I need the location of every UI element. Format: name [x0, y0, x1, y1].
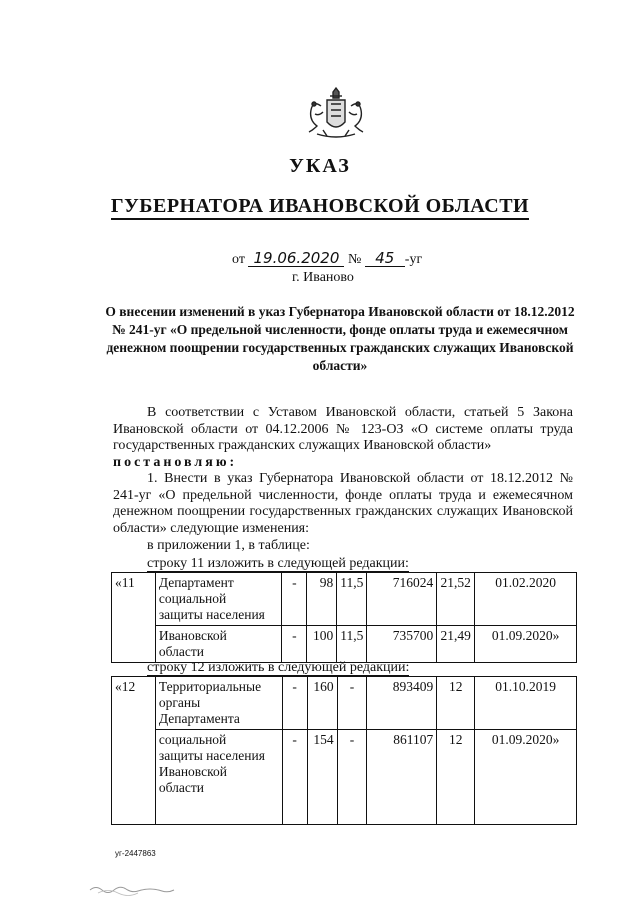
department-name-cell: социальной защиты населения Ивановской области [155, 730, 282, 825]
scan-mark-scribble [88, 882, 178, 896]
table-row [112, 626, 577, 663]
row-number-cell: «12 [112, 677, 156, 825]
table-cell: 160 [307, 677, 337, 730]
table-cell: - [282, 730, 307, 825]
department-name-cell: Территориальные органы Департамента [155, 677, 282, 730]
table-cell: - [337, 677, 367, 730]
document-body [113, 405, 573, 537]
table-cell: 21,49 [437, 626, 475, 663]
number-suffix: -уг [404, 252, 423, 267]
table-cell: 01.10.2019 [475, 677, 577, 730]
row12-instruction: строку 12 изложить в следующей редакции: [147, 660, 410, 675]
table-cell: 12 [437, 677, 475, 730]
row-number-cell: «11 [112, 573, 156, 663]
table-cell: 861107 [367, 730, 437, 825]
document-code: уг-2447863 [115, 849, 156, 858]
table-cell: 21,52 [437, 573, 475, 626]
table-cell: 98 [307, 573, 337, 626]
coat-of-arms-emblem [303, 86, 369, 140]
table-row-11 [111, 572, 577, 663]
issuer-title: ГУБЕРНАТОРА ИВАНОВСКОЙ ОБЛАСТИ [0, 195, 640, 218]
decree-word: постановляю: [113, 454, 238, 470]
table-cell: 716024 [367, 573, 437, 626]
document-subject: О внесении изменений в указ Губернатора Ивановской области от 18.12.2012 № 241-уг «О предельной численности, фонде оплаты труда и ежемесячном денежном поощрении государственных гражданских служащих Ивановской области» [105, 304, 575, 373]
number-sign: № [347, 252, 362, 267]
table-cell: 11,5 [337, 626, 367, 663]
table-cell: 01.02.2020 [475, 573, 577, 626]
handwritten-date: 19.06.2020 [248, 250, 344, 267]
preamble-paragraph: В соответствии с Уставом Ивановской области, статьей 5 Закона Ивановской области от 04.12.2006 № 123-ОЗ «О системе оплаты труда государственных гражданских служащих Ивановской области» [113, 405, 573, 453]
table-row [112, 730, 577, 825]
table-row [112, 573, 577, 626]
table-cell: - [282, 677, 307, 730]
amendment-paragraph: 1. Внести в указ Губернатора Ивановской области от 18.12.2012 № 241-уг «О предельной численности, фонде оплаты труда и ежемесячном денежном поощрении государственных гражданских служащих Ивановской области» следующие изменения: [113, 471, 573, 536]
table-cell: 893409 [367, 677, 437, 730]
document-type-title: УКАЗ [289, 155, 351, 177]
handwritten-number: 45 [365, 250, 405, 267]
table-cell: 01.09.2020» [475, 626, 577, 663]
department-name-cell: Ивановской области [155, 626, 282, 663]
city-line: г. Иваново [292, 270, 354, 285]
table-cell: 735700 [367, 626, 437, 663]
table-cell: - [282, 626, 307, 663]
table-cell: 12 [437, 730, 475, 825]
appendix-line: в приложении 1, в таблице: [147, 538, 310, 553]
row11-instruction: строку 11 изложить в следующей редакции: [147, 556, 409, 571]
table-cell: 100 [307, 626, 337, 663]
table-cell: 01.09.2020» [475, 730, 577, 825]
table-row [112, 677, 577, 730]
table-cell: 154 [307, 730, 337, 825]
table-cell: 11,5 [337, 573, 367, 626]
table-row-12 [111, 676, 577, 825]
table-cell: - [282, 573, 307, 626]
date-number-line [232, 250, 422, 268]
department-name-cell: Департамент социальной защиты населения [155, 573, 282, 626]
table-cell: - [337, 730, 367, 825]
date-prefix: от [232, 252, 245, 267]
